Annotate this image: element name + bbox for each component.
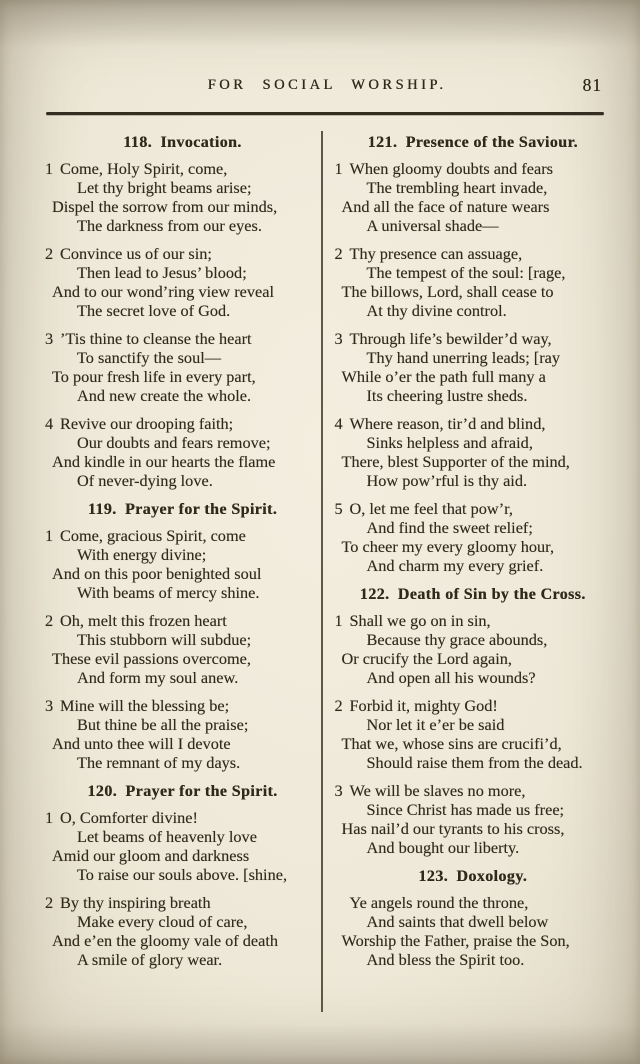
- verse: [334, 244, 613, 320]
- verse-number: 3: [45, 696, 54, 715]
- verse-line: 2 Thy presence can assuage,: [334, 244, 523, 263]
- verse-line: And all the face of nature wears: [341, 197, 550, 216]
- running-header: FOR SOCIAL WORSHIP.: [207, 77, 447, 93]
- verse-line: The darkness from our eyes.: [77, 216, 262, 235]
- verse: [44, 526, 321, 602]
- verse-line: 3 Mine will the blessing be;: [45, 696, 230, 715]
- verse-number: 2: [334, 696, 343, 715]
- verse: [44, 893, 321, 969]
- verse-line: And new create the whole.: [77, 386, 252, 405]
- verse-line: To sanctify the soul—: [77, 348, 222, 367]
- hymn-119: [44, 501, 321, 772]
- text-columns: [44, 129, 612, 1028]
- verse-line: There, blest Supporter of the mind,: [341, 452, 570, 471]
- hymn-118: [44, 134, 321, 490]
- verse-line: 3 We will be slaves no more,: [334, 781, 526, 800]
- verse-line: Since Christ has made us free;: [366, 800, 565, 819]
- column-divider: [321, 131, 323, 1012]
- verse-line: And open all his wounds?: [366, 668, 536, 687]
- verse-line: To raise our souls above. [shine,: [77, 865, 288, 884]
- verse-line: Of never-dying love.: [77, 471, 213, 490]
- verse-line: While o’er the path full many a: [341, 367, 546, 386]
- verse-line: A smile of glory wear.: [77, 950, 223, 969]
- verse-line: 1 O, Comforter divine!: [45, 808, 198, 827]
- verse-line: Or crucify the Lord again,: [341, 649, 512, 668]
- column-0: [44, 129, 321, 1028]
- verse-number: 1: [45, 526, 54, 545]
- verse-line: 2 Convince us of our sin;: [45, 244, 212, 263]
- verse: [334, 611, 613, 687]
- verse: [334, 414, 613, 490]
- verse: [44, 244, 321, 320]
- hymn-title: 123. Doxology.: [418, 868, 528, 885]
- verse-line: To cheer my every gloomy hour,: [341, 537, 555, 556]
- verse-number: 1: [45, 808, 54, 827]
- verse-line: 2 Oh, melt this frozen heart: [45, 611, 227, 630]
- verse-line: Sinks helpless and afraid,: [366, 433, 533, 452]
- verse-line: And bought our liberty.: [366, 838, 520, 857]
- verse-line: And find the sweet relief;: [366, 518, 533, 537]
- verse-line: 2 By thy inspiring breath: [45, 893, 211, 912]
- verse-number: 1: [334, 611, 343, 630]
- hymn-123: [334, 868, 613, 969]
- verse: [334, 329, 613, 405]
- verse: [44, 414, 321, 490]
- verse-line: But thine be all the praise;: [77, 715, 249, 734]
- verse-number: 2: [334, 244, 343, 263]
- verse-line: 1 Come, Holy Spirit, come,: [45, 159, 228, 178]
- verse-line: Make every cloud of care,: [77, 912, 248, 931]
- verse-line: Because thy grace abounds,: [366, 630, 548, 649]
- verse-number: 2: [45, 611, 54, 630]
- verse-line: 3 ’Tis thine to cleanse the heart: [45, 329, 252, 348]
- verse-line: These evil passions overcome,: [52, 649, 251, 668]
- verse-line: 5 O, let me feel that pow’r,: [334, 499, 513, 518]
- verse-line: And kindle in our hearts the flame: [52, 452, 276, 471]
- verse-line: A universal shade—: [366, 216, 499, 235]
- verse-line: And charm my every grief.: [366, 556, 544, 575]
- hymn-title: 121. Presence of the Saviour.: [367, 134, 578, 151]
- verse-line: And saints that dwell below: [366, 912, 549, 931]
- verse-number: 1: [334, 159, 343, 178]
- verse: [334, 893, 613, 969]
- page-number: 81: [582, 75, 602, 95]
- verse: [334, 781, 613, 857]
- verse-line: 4 Revive our drooping faith;: [45, 414, 234, 433]
- verse-line: 2 Forbid it, mighty God!: [334, 696, 498, 715]
- hymn-title: 122. Death of Sin by the Cross.: [359, 586, 586, 603]
- hymn-122: [334, 586, 613, 857]
- verse-line: This stubborn will subdue;: [77, 630, 252, 649]
- verse-line: Let beams of heavenly love: [77, 827, 257, 846]
- verse-number: 3: [334, 781, 343, 800]
- verse: [334, 499, 613, 575]
- verse-number: 1: [45, 159, 54, 178]
- verse-line: Let thy bright beams arise;: [77, 178, 252, 197]
- hymn-120: [44, 783, 321, 969]
- verse-line: 4 Where reason, tir’d and blind,: [334, 414, 546, 433]
- verse: [44, 329, 321, 405]
- verse-number: 3: [334, 329, 343, 348]
- verse: [44, 159, 321, 235]
- verse: [334, 159, 613, 235]
- verse-line: Worship the Father, praise the Son,: [341, 931, 570, 950]
- verse-line: To pour fresh life in every part,: [52, 367, 256, 386]
- verse-line: Should raise them from the dead.: [366, 753, 583, 772]
- verse-line: And on this poor benighted soul: [52, 564, 262, 583]
- verse-line: And form my soul anew.: [77, 668, 239, 687]
- header-rule: [46, 112, 604, 115]
- verse-line: The secret love of God.: [77, 301, 231, 320]
- verse-line: Then lead to Jesus’ blood;: [77, 263, 247, 282]
- hymn-title: 120. Prayer for the Spirit.: [87, 783, 278, 800]
- verse-line: And bless the Spirit too.: [366, 950, 525, 969]
- verse-line: With beams of mercy shine.: [77, 583, 260, 602]
- verse-line: With energy divine;: [77, 545, 207, 564]
- verse-line: The tempest of the soul: [rage,: [366, 263, 566, 282]
- verse-line: Dispel the sorrow from our minds,: [52, 197, 278, 216]
- verse-line: Has nail’d our tyrants to his cross,: [341, 819, 565, 838]
- verse-line: Amid our gloom and darkness: [52, 846, 250, 865]
- verse-line: Our doubts and fears remove;: [77, 433, 271, 452]
- verse-line: 3 Through life’s bewilder’d way,: [334, 329, 552, 348]
- hymn-title: 118. Invocation.: [123, 134, 242, 151]
- hymn-title: 119. Prayer for the Spirit.: [87, 501, 278, 518]
- hymn-121: [334, 134, 613, 575]
- verse-line: 1 Come, gracious Spirit, come: [45, 526, 246, 545]
- column-1: [323, 129, 613, 1028]
- verse-line: Its cheering lustre sheds.: [366, 386, 528, 405]
- verse-number: 2: [45, 244, 54, 263]
- verse-line: How pow’rful is thy aid.: [366, 471, 528, 490]
- verse-line: And to our wond’ring view reveal: [52, 282, 274, 301]
- verse-line: And e’en the gloomy vale of death: [52, 931, 279, 950]
- verse-line: The trembling heart invade,: [366, 178, 548, 197]
- verse-line: At thy divine control.: [366, 301, 507, 320]
- verse: [44, 611, 321, 687]
- verse-line: Thy hand unerring leads; [ray: [366, 348, 560, 367]
- verse-line: 1 Shall we go on in sin,: [334, 611, 491, 630]
- verse: [44, 696, 321, 772]
- verse-line: Ye angels round the throne,: [349, 893, 529, 912]
- verse-line: The remnant of my days.: [77, 753, 241, 772]
- verse-line: The billows, Lord, shall cease to: [341, 282, 554, 301]
- verse-line: That we, whose sins are crucifi’d,: [341, 734, 562, 753]
- verse-line: Nor let it e’er be said: [366, 715, 505, 734]
- verse-number: 2: [45, 893, 54, 912]
- verse: [44, 808, 321, 884]
- verse-number: 3: [45, 329, 54, 348]
- verse: [334, 696, 613, 772]
- page-header: [48, 76, 606, 98]
- verse-line: 1 When gloomy doubts and fears: [334, 159, 553, 178]
- verse-number: 5: [334, 499, 343, 518]
- verse-number: 4: [334, 414, 343, 433]
- verse-number: 4: [45, 414, 54, 433]
- verse-line: And unto thee will I devote: [52, 734, 231, 753]
